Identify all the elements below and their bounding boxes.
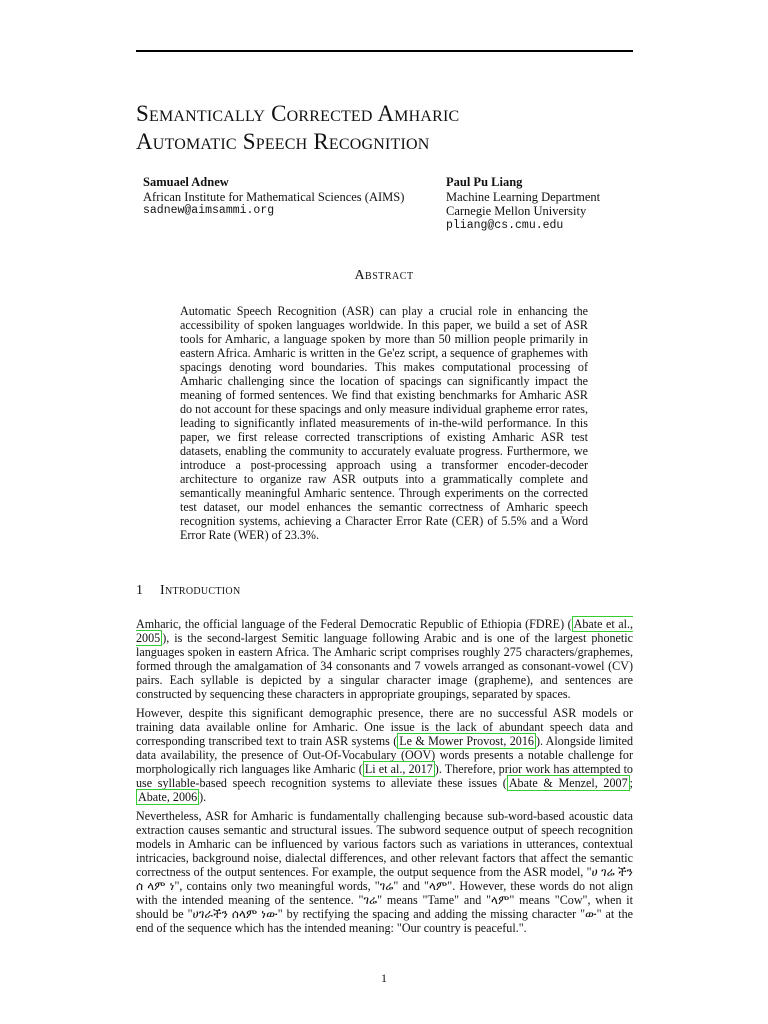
section-heading — [136, 583, 240, 599]
author-email[interactable]: pliang@cs.cmu.edu — [446, 218, 564, 232]
paragraph-text: ). — [199, 790, 207, 804]
paragraph-text: However, despite this significant demographic presence, there are no successful ASR models or training data available online for Amharic. One issue is the lack of abundant speech data and corresponding transcribed text to train ASR systems ( — [136, 706, 633, 748]
paragraph-text: ). Therefore, prior work has attempted to use syllable-based speech recognition systems to alleviate these issues ( — [136, 762, 633, 790]
citation-link[interactable]: Le & Mower Provost, 2016 — [399, 734, 534, 748]
paragraph-text: ; — [629, 776, 633, 790]
title-line-1: Semantically Corrected Amharic — [136, 101, 460, 126]
author-affiliation-2: Carnegie Mellon University — [446, 204, 587, 218]
citation-link[interactable]: Abate et al., 2005 — [136, 617, 633, 645]
author-email[interactable]: sadnew@aimsammi.org — [143, 204, 275, 217]
author-block-1 — [143, 175, 404, 219]
paper-title — [136, 100, 636, 156]
paragraph-text: Amharic, the official language of the Federal Democratic Republic of Ethiopia (FDRE) ( — [136, 617, 572, 631]
page-number: 1 — [381, 971, 387, 985]
author-name: Paul Pu Liang — [446, 175, 523, 189]
citation-link[interactable]: Abate & Menzel, 2007 — [508, 776, 628, 790]
author-block-2 — [446, 175, 600, 233]
author-affiliation: African Institute for Mathematical Sciences (AIMS) — [143, 189, 405, 204]
title-line-2: Automatic Speech Recognition — [136, 129, 430, 154]
top-rule — [136, 50, 633, 52]
paragraph-text: ), is the second-largest Semitic language following Arabic and is one of the largest phonetic languages spoken in eastern Africa. The Amharic script comprises roughly 275 characters/graphemes, formed through the amalgamation of 34 consonants and 7 vowels arranged as consonant-vowel (CV) pairs. Each syllable is depicted by a singular character image (grapheme), and sentences are constructed by sequencing these characters in appropriate groupings, separated by spaces. — [136, 631, 633, 701]
paragraph-1 — [136, 617, 633, 701]
author-affiliation: Machine Learning Department — [446, 189, 601, 204]
paragraph-2 — [136, 706, 633, 804]
citation-link[interactable]: Li et al., 2017 — [364, 762, 433, 776]
introduction-body — [136, 617, 633, 940]
paragraph-text: ). Alongside limited data availability, the presence of Out-Of-Vocabulary (OOV) words presents a notable challenge for morphologically rich languages like Amharic ( — [136, 734, 633, 776]
abstract-heading: Abstract — [354, 268, 414, 283]
abstract-text: Automatic Speech Recognition (ASR) can play a crucial role in enhancing the accessibility of spoken languages worldwide. In this paper, we build a set of ASR tools for Amharic, a language spoken by more than 50 million people primarily in eastern Africa. Amharic is written in the Ge'ez script, a sequence of graphemes with spacings denoting word boundaries. This makes computational processing of Amharic challenging since the location of spacings can significantly impact the meaning of formed sentences. We find that existing benchmarks for Amharic ASR do not account for these spacings and only measure individual grapheme error rates, leading to significantly inflated measurements of in-the-wild performance. In this paper, we first release corrected transcriptions of existing Amharic ASR test datasets, enabling the community to accurately evaluate progress. Furthermore, we introduce a post-processing approach using a transformer encoder-decoder architecture to organize raw ASR outputs into a grammatically complete and semantically meaningful Amharic sentence. Through experiments on the corrected test dataset, our model enhances the semantic correctness of Amharic speech recognition systems, achieving a Character Error Rate (CER) of 5.5% and a Word Error Rate (WER) of 23.3%. — [180, 304, 588, 542]
author-name: Samuael Adnew — [143, 175, 229, 189]
section-number: 1 — [136, 583, 144, 598]
section-title: Introduction — [160, 583, 241, 598]
paragraph-3: Nevertheless, ASR for Amharic is fundamentally challenging because sub-word-based acoustic data extraction causes semantic and structural issues. The subword sequence output of speech recognition models in Amharic can be influenced by various factors such as variations in utterances, contextual intricacies, background noise, dialectal differences, and other relevant factors that affect the semantic correctness of the output sentences. For example, the output sequence from the ASR model, "ሀ ገሬ ችን ሰ ላም ነ", contains only two meaningful words, "ገሬ" and "ላም". However, these words do not align with the intended meaning of the sentence. "ገሬ" means "Tame" and "ላም" means "Cow", when it should be "ሀገራችን ሰላም ነው" by rectifying the spacing and adding the missing character "ው" at the end of the sequence which has the intended meaning: "Our country is peaceful.". — [136, 809, 633, 935]
citation-link[interactable]: Abate, 2006 — [138, 790, 198, 804]
